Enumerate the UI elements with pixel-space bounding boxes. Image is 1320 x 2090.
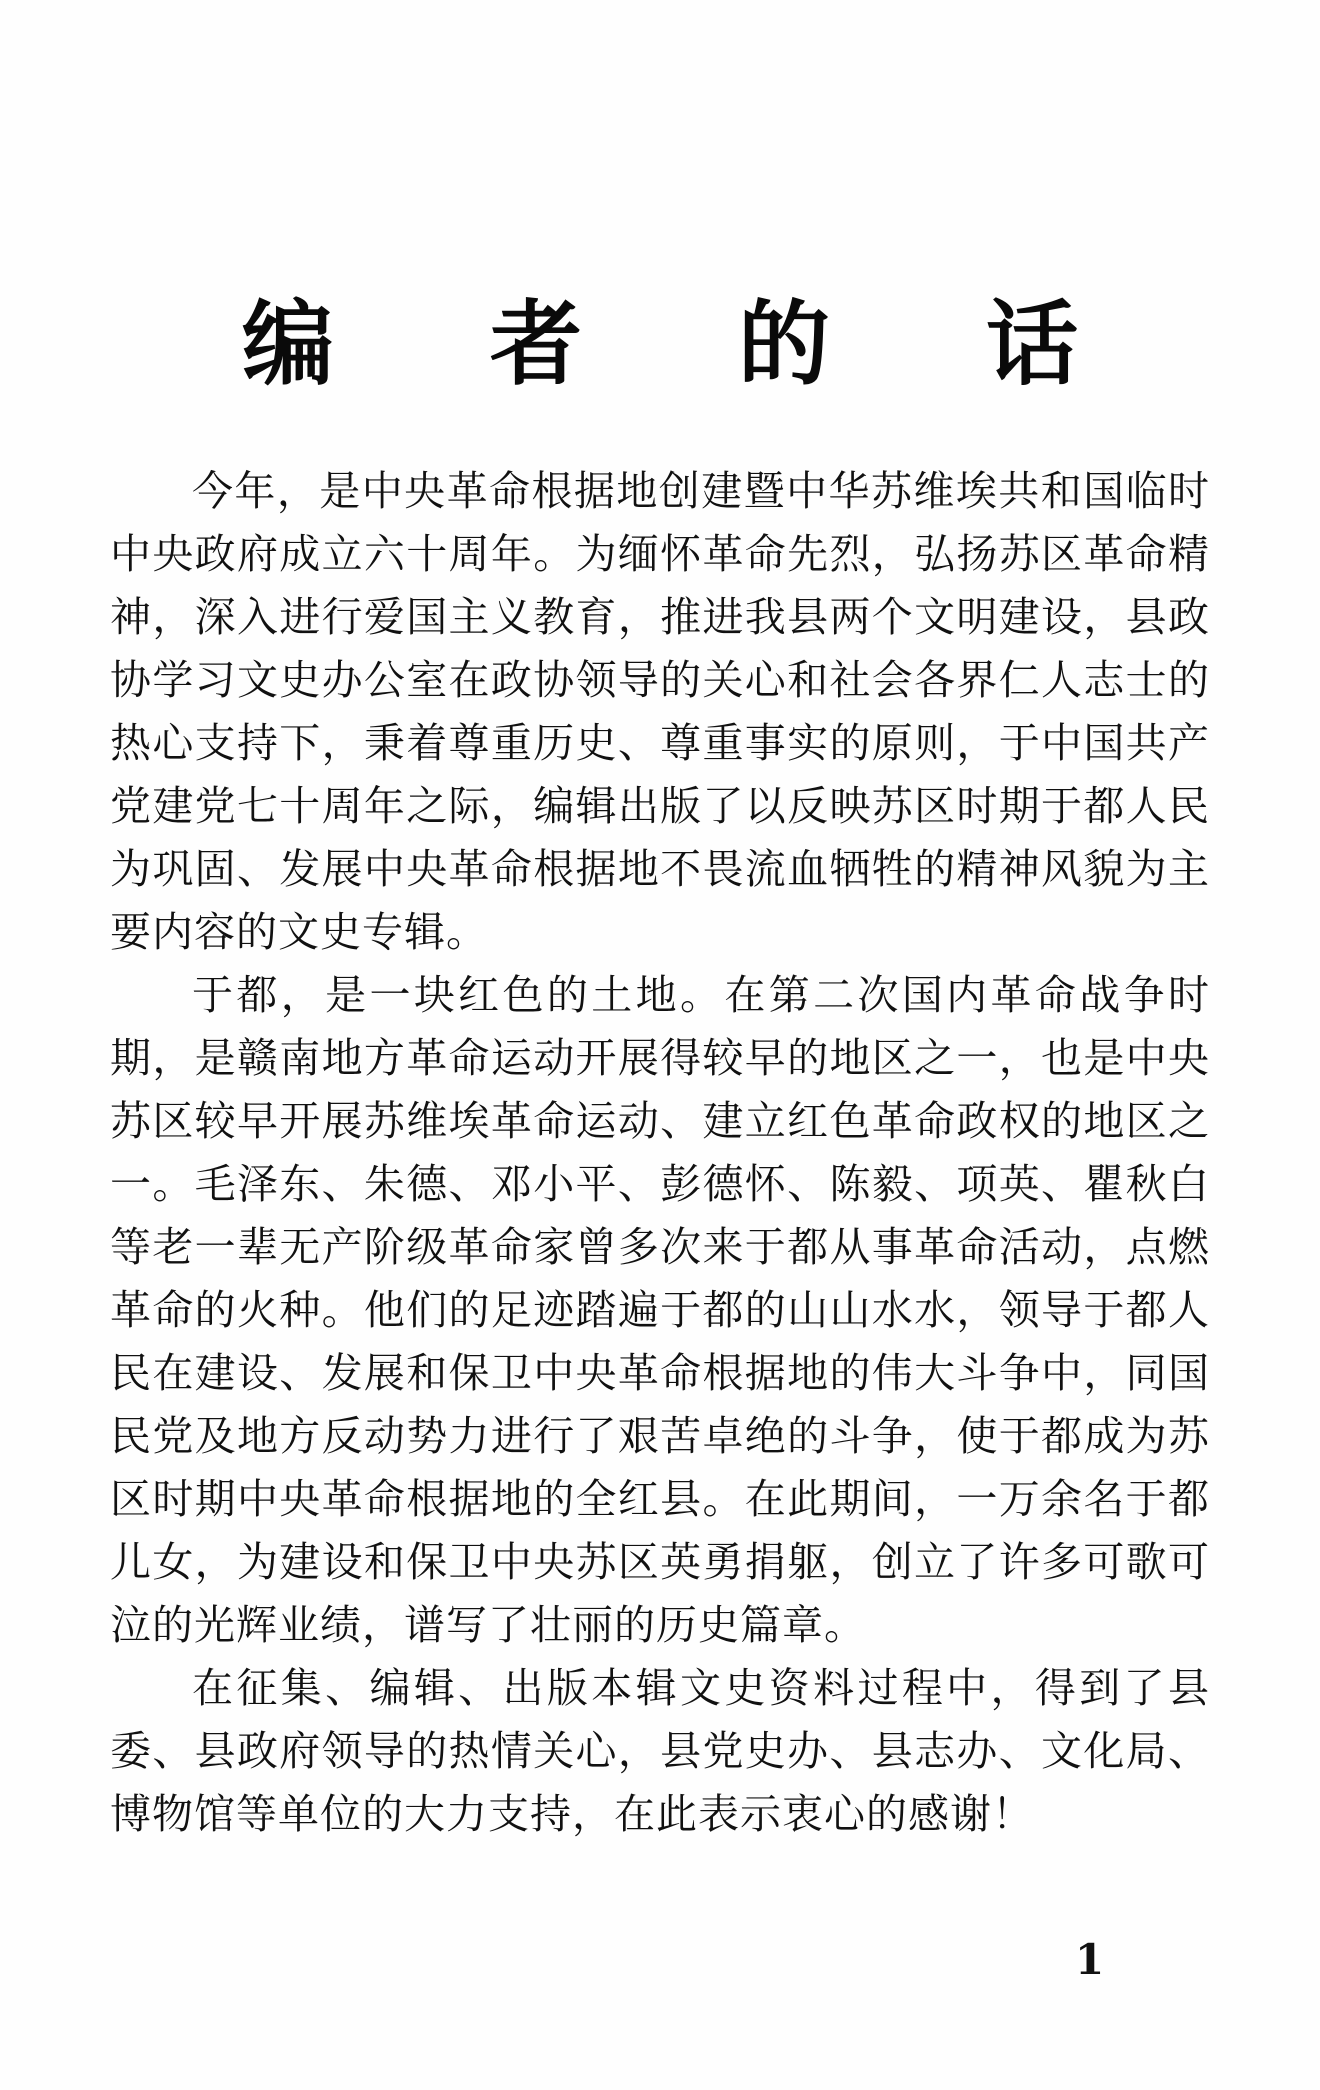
paragraph-1: 今年，是中央革命根据地创建暨中华苏维埃共和国临时中央政府成立六十周年。为缅怀革命先烈，弘扬苏区革命精神，深入进行爱国主义教育，推进我县两个文明建设，县政协学习文史办公室在政协领导的关心和社会各界仁人志士的热心支持下，秉着尊重历史、尊重事实的原则，于中国共产党建党七十周年之际，编辑出版了以反映苏区时期于都人民为巩固、发展中央革命根据地不畏流血牺牲的精神风貌为主要内容的文史专辑。 — [110, 467, 1210, 956]
body-text — [110, 460, 1210, 1846]
page-number: 1 — [1075, 1935, 1105, 1984]
page-title: 编 者 的 话 — [241, 291, 1141, 398]
paragraph-3: 在征集、编辑、出版本辑文史资料过程中，得到了县委、县政府领导的热情关心，县党史办、县志办、文化局、博物馆等单位的大力支持，在此表示衷心的感谢！ — [110, 1664, 1210, 1838]
paragraph-2: 于都，是一块红色的土地。在第二次国内革命战争时期，是赣南地方革命运动开展得较早的地区之一，也是中央苏区较早开展苏维埃革命运动、建立红色革命政权的地区之一。毛泽东、朱德、邓小平、彭德怀、陈毅、项英、瞿秋白等老一辈无产阶级革命家曾多次来于都从事革命活动，点燃革命的火种。他们的足迹踏遍于都的山山水水，领导于都人民在建设、发展和保卫中央革命根据地的伟大斗争中，同国民党及地方反动势力进行了艰苦卓绝的斗争，使于都成为苏区时期中央革命根据地的全红县。在此期间，一万余名于都儿女，为建设和保卫中央苏区英勇捐躯，创立了许多可歌可泣的光辉业绩，谱写了壮丽的历史篇章。 — [110, 971, 1210, 1649]
